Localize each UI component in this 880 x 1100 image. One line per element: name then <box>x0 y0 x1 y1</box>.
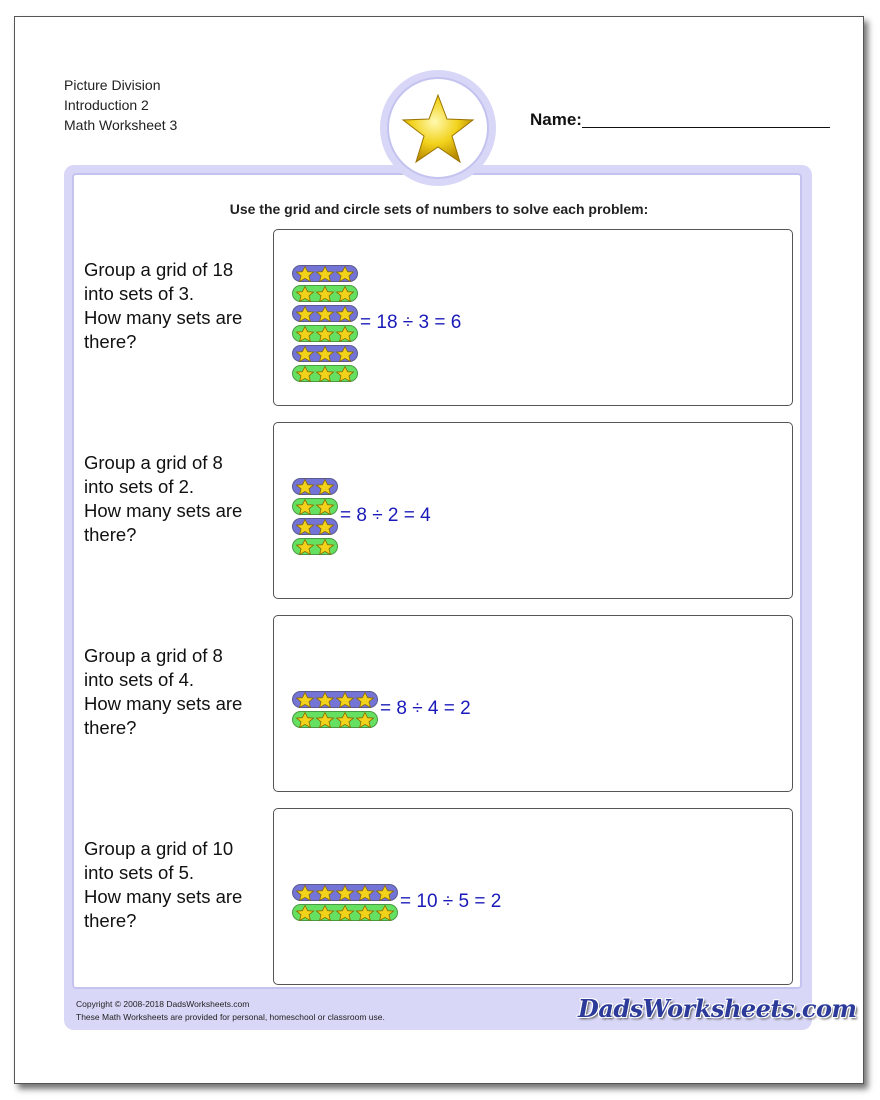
worksheet-number: Math Worksheet 3 <box>64 117 178 133</box>
worksheet-subtitle: Introduction 2 <box>64 97 149 113</box>
footer-text <box>76 998 385 1024</box>
star-icon <box>315 712 335 728</box>
star-icon <box>315 306 335 322</box>
question-line: into sets of 3. <box>84 283 195 304</box>
question-text <box>84 451 269 547</box>
question-text <box>84 258 269 354</box>
question-line: Group a grid of 10 <box>84 838 234 859</box>
question-line: into sets of 4. <box>84 669 195 690</box>
question-line: into sets of 5. <box>84 862 195 883</box>
star-icon <box>315 346 335 362</box>
dadsworksheets-logo[interactable]: DadsWorksheets.com <box>578 994 857 1023</box>
star-groups <box>292 691 378 728</box>
star-set <box>292 884 398 901</box>
star-groups <box>292 884 398 921</box>
star-icon <box>295 539 315 555</box>
star-set <box>292 691 378 708</box>
name-label: Name: <box>530 110 582 129</box>
star-icon <box>295 286 315 302</box>
star-icon <box>295 366 315 382</box>
star-icon <box>315 479 335 495</box>
star-icon <box>295 499 315 515</box>
question-line: How many sets are <box>84 307 243 328</box>
star-icon <box>335 905 355 921</box>
question-text <box>84 837 269 933</box>
star-icon <box>355 712 375 728</box>
star-icon <box>295 885 315 901</box>
star-icon <box>315 885 335 901</box>
star-icon <box>355 885 375 901</box>
star-set <box>292 305 358 322</box>
star-icon <box>335 306 355 322</box>
star-groups <box>292 265 358 382</box>
star-set <box>292 345 358 362</box>
equation-text: = 8 ÷ 2 = 4 <box>340 504 431 526</box>
star-icon <box>315 499 335 515</box>
star-icon <box>335 885 355 901</box>
star-icon <box>315 519 335 535</box>
star-groups <box>292 478 338 555</box>
star-icon <box>315 326 335 342</box>
star-icon <box>315 539 335 555</box>
star-badge <box>380 70 496 186</box>
star-icon <box>335 286 355 302</box>
worksheet-title: Picture Division <box>64 77 161 93</box>
star-icon <box>375 905 395 921</box>
star-set <box>292 265 358 282</box>
star-icon <box>335 712 355 728</box>
question-line: How many sets are <box>84 693 243 714</box>
star-icon <box>315 366 335 382</box>
star-icon <box>295 712 315 728</box>
equation-text: = 18 ÷ 3 = 6 <box>360 311 462 333</box>
question-line: into sets of 2. <box>84 476 195 497</box>
star-icon <box>335 692 355 708</box>
star-icon <box>389 79 487 177</box>
star-icon <box>335 346 355 362</box>
star-icon <box>335 266 355 282</box>
question-line: Group a grid of 8 <box>84 645 223 666</box>
star-icon <box>295 326 315 342</box>
star-icon <box>355 692 375 708</box>
question-line: there? <box>84 717 137 738</box>
question-line: How many sets are <box>84 500 243 521</box>
star-icon <box>375 885 395 901</box>
star-icon <box>295 519 315 535</box>
star-icon <box>295 306 315 322</box>
copyright-text: Copyright © 2008-2018 DadsWorksheets.com <box>76 999 250 1009</box>
question-line: there? <box>84 910 137 931</box>
equation-text: = 8 ÷ 4 = 2 <box>380 697 471 719</box>
name-field[interactable] <box>582 127 830 128</box>
star-icon <box>295 346 315 362</box>
star-icon <box>315 905 335 921</box>
star-set <box>292 285 358 302</box>
instructions: Use the grid and circle sets of numbers to solve each problem: <box>229 201 649 217</box>
star-icon <box>335 366 355 382</box>
question-text <box>84 644 269 740</box>
question-line: there? <box>84 524 137 545</box>
star-icon <box>355 905 375 921</box>
star-icon <box>295 266 315 282</box>
star-set <box>292 518 338 535</box>
star-icon <box>315 286 335 302</box>
star-icon <box>295 479 315 495</box>
question-line: How many sets are <box>84 886 243 907</box>
star-icon <box>315 266 335 282</box>
star-set <box>292 538 338 555</box>
star-set <box>292 904 398 921</box>
star-icon <box>295 692 315 708</box>
usage-notice: These Math Worksheets are provided for personal, homeschool or classroom use. <box>76 1012 385 1022</box>
star-set <box>292 711 378 728</box>
star-set <box>292 325 358 342</box>
star-set <box>292 498 338 515</box>
star-icon <box>295 905 315 921</box>
question-line: Group a grid of 18 <box>84 259 234 280</box>
question-line: there? <box>84 331 137 352</box>
star-set <box>292 365 358 382</box>
star-set <box>292 478 338 495</box>
equation-text: = 10 ÷ 5 = 2 <box>400 890 502 912</box>
question-line: Group a grid of 8 <box>84 452 223 473</box>
star-icon <box>335 326 355 342</box>
star-icon <box>315 692 335 708</box>
